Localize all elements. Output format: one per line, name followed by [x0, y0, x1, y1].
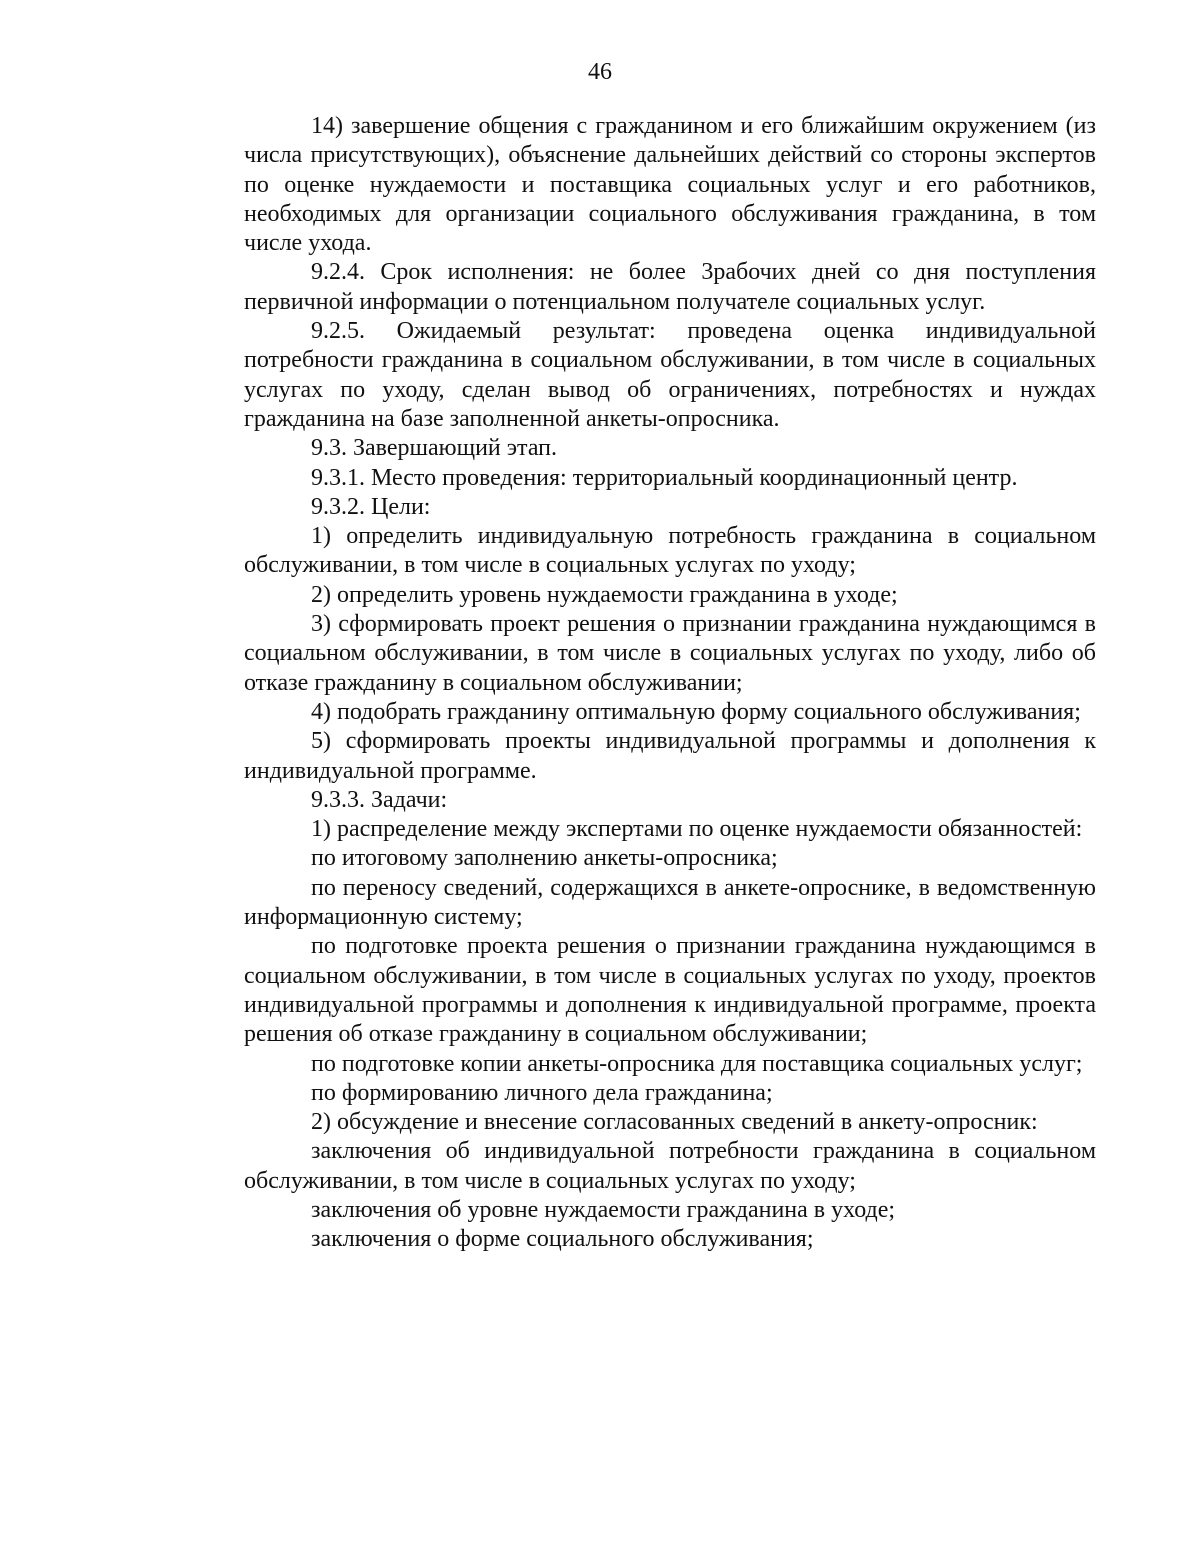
task-subitem-final-filling: по итоговому заполнению анкеты-опросника; — [311, 845, 778, 872]
task-subitem-prepare-copy: по подготовке копии анкеты-опросника для поставщика социальных услуг; — [311, 1050, 1083, 1077]
goal-item-4: 4) подобрать гражданину оптимальную форму социального обслуживания; — [311, 698, 1081, 725]
goal-item-2: 2) определить уровень нуждаемости гражданина в уходе; — [311, 581, 898, 608]
task-subitem-transfer-data: по переносу сведений, содержащихся в анкете-опроснике, в ведомственную информационную систему; — [244, 874, 1096, 931]
conclusion-need-level: заключения об уровне нуждаемости гражданина в уходе; — [311, 1196, 896, 1223]
task-item-2: 2) обсуждение и внесение согласованных сведений в анкету-опросник: — [311, 1109, 1038, 1136]
goal-item-3: 3) сформировать проект решения о признании гражданина нуждающимся в социальном обслуживании, в том числе в социальных услугах по уходу, либо об отказе гражданину в социальном обслуживании; — [244, 611, 1096, 696]
conclusion-individual-need: заключения об индивидуальной потребности гражданина в социальном обслуживании, в том числе в социальных услугах по уходу; — [244, 1138, 1096, 1194]
paragraph-9-3-3-tasks: 9.3.3. Задачи: — [311, 786, 448, 813]
paragraph-9-2-5-expected-result: 9.2.5. Ожидаемый результат: проведена оценка индивидуальной потребности гражданина в социальном обслуживании, в том числе в социальных услугах по уходу, сделан вывод об ограничениях, потребностях и нуждах гражданина на базе заполненной анкеты-опросника. — [244, 318, 1096, 432]
page-number: 46 — [588, 59, 612, 85]
paragraph-9-3-1-location: 9.3.1. Место проведения: территориальный координационный центр. — [311, 464, 1018, 491]
task-subitem-prepare-decision: по подготовке проекта решения о признании гражданина нуждающимся в социальном обслуживании, в том числе в социальных услугах по уходу, проектов индивидуальной программы и дополнения к индивидуальной программе, проекта решения об отказе гражданину в социальном обслуживании; — [244, 933, 1096, 1048]
paragraph-9-3-2-goals: 9.3.2. Цели: — [311, 493, 431, 520]
document-body — [244, 112, 1096, 1255]
task-item-1: 1) распределение между экспертами по оценке нуждаемости обязанностей: — [311, 816, 1083, 843]
paragraph-14-completion: 14) завершение общения с гражданином и его ближайшим окружением (из числа присутствующих), объяснение дальнейших действий со стороны экспертов по оценке нуждаемости и поставщика социальных услуг и его работников, необходимых для организации социального обслуживания гражданина, в том числе ухода. — [244, 113, 1096, 257]
paragraph-9-3-final-stage: 9.3. Завершающий этап. — [311, 435, 558, 462]
goal-item-5: 5) сформировать проекты индивидуальной программы и дополнения к индивидуальной программе. — [244, 728, 1096, 784]
goal-item-1: 1) определить индивидуальную потребность гражданина в социальном обслуживании, в том числе в социальных услугах по уходу; — [244, 523, 1096, 579]
paragraph-9-2-4-deadline: 9.2.4. Срок исполнения: не более 3рабочих дней со дня поступления первичной информации о потенциальном получателе социальных услуг. — [244, 259, 1096, 315]
task-subitem-personal-file: по формированию личного дела гражданина; — [311, 1079, 773, 1106]
conclusion-service-form: заключения о форме социального обслуживания; — [311, 1226, 814, 1253]
